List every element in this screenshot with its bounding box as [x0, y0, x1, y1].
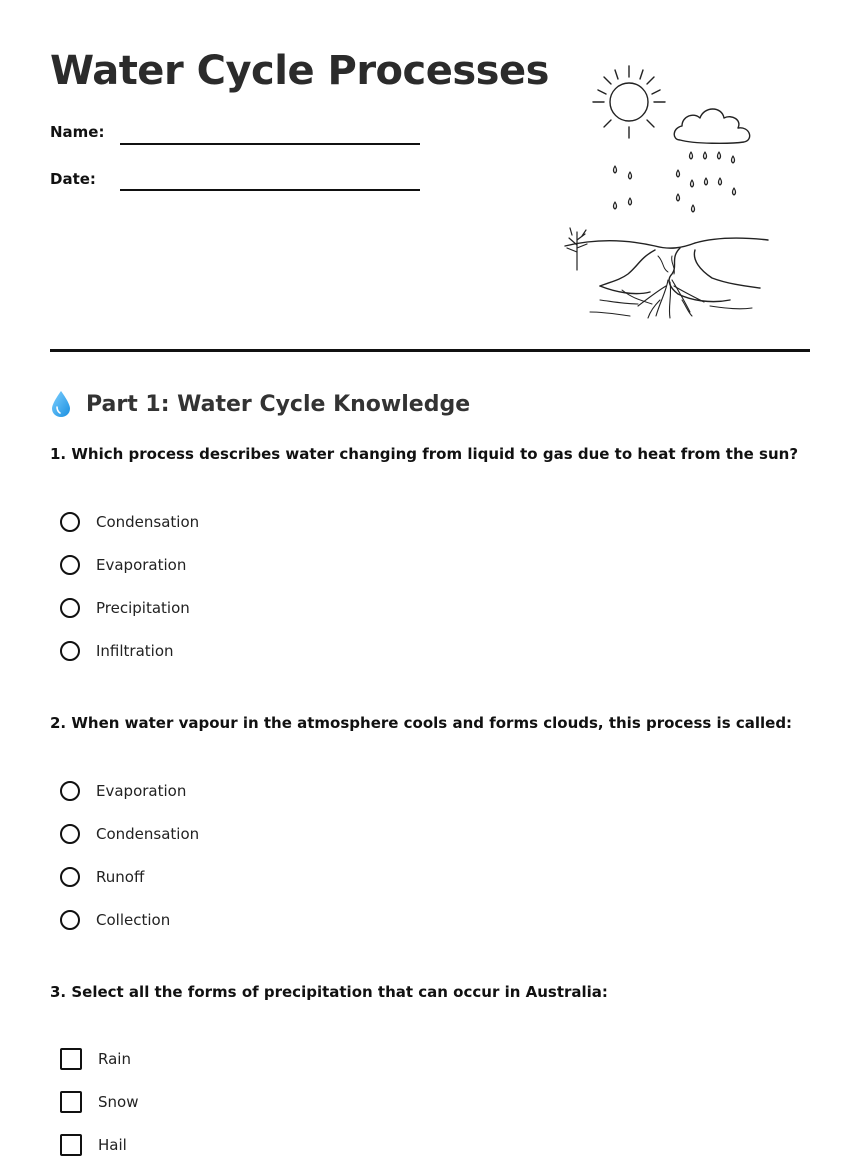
- name-field[interactable]: [120, 143, 420, 145]
- q2-option-runoff[interactable]: [60, 865, 144, 889]
- option-label: Evaporation: [96, 556, 187, 574]
- q2-option-collection[interactable]: [60, 908, 170, 932]
- water-cycle-illustration: [560, 60, 775, 325]
- option-label: Snow: [98, 1093, 139, 1111]
- checkbox[interactable]: [60, 1048, 82, 1070]
- name-label: Name:: [50, 123, 105, 141]
- option-label: Evaporation: [96, 782, 187, 800]
- question-1-text: 1. Which process describes water changing from liquid to gas due to heat from the sun?: [50, 445, 799, 463]
- q1-option-infiltration[interactable]: [60, 639, 174, 663]
- landscape-icon: [565, 238, 768, 304]
- option-label: Precipitation: [96, 599, 190, 617]
- question-3-text: 3. Select all the forms of precipitation that can occur in Australia:: [50, 983, 608, 1001]
- date-field[interactable]: [120, 189, 420, 191]
- option-label: Rain: [98, 1050, 131, 1068]
- option-label: Condensation: [96, 825, 200, 843]
- option-label: Hail: [98, 1136, 127, 1154]
- radio-button[interactable]: [60, 555, 80, 575]
- radio-button[interactable]: [60, 867, 80, 887]
- radio-button[interactable]: [60, 641, 80, 661]
- option-label: Condensation: [96, 513, 200, 531]
- radio-button[interactable]: [60, 781, 80, 801]
- option-label: Collection: [96, 911, 171, 929]
- page-title: Water Cycle Processes: [50, 48, 549, 94]
- checkbox[interactable]: [60, 1134, 82, 1156]
- radio-button[interactable]: [60, 824, 80, 844]
- q3-option-hail[interactable]: [60, 1133, 127, 1157]
- part1-header: [50, 388, 470, 420]
- option-label: Infiltration: [96, 642, 174, 660]
- rain-drops-icon: [614, 152, 736, 212]
- water-drop-icon: [50, 390, 72, 418]
- radio-button[interactable]: [60, 598, 80, 618]
- q2-option-condensation[interactable]: [60, 822, 199, 846]
- q1-option-evaporation[interactable]: [60, 553, 186, 577]
- cloud-icon: [674, 109, 749, 143]
- part1-title: Part 1: Water Cycle Knowledge: [86, 391, 471, 417]
- question-2-text: 2. When water vapour in the atmosphere cools and forms clouds, this process is called:: [50, 714, 793, 732]
- sun-icon: [593, 66, 665, 138]
- tree-icon: [567, 228, 587, 270]
- q1-option-precipitation[interactable]: [60, 596, 190, 620]
- header-divider: [50, 349, 810, 352]
- option-label: Runoff: [96, 868, 145, 886]
- checkbox[interactable]: [60, 1091, 82, 1113]
- q2-option-evaporation[interactable]: [60, 779, 186, 803]
- date-label: Date:: [50, 170, 96, 188]
- radio-button[interactable]: [60, 910, 80, 930]
- q3-option-snow[interactable]: [60, 1090, 138, 1114]
- q1-option-condensation[interactable]: [60, 510, 199, 534]
- q3-option-rain[interactable]: [60, 1047, 131, 1071]
- radio-button[interactable]: [60, 512, 80, 532]
